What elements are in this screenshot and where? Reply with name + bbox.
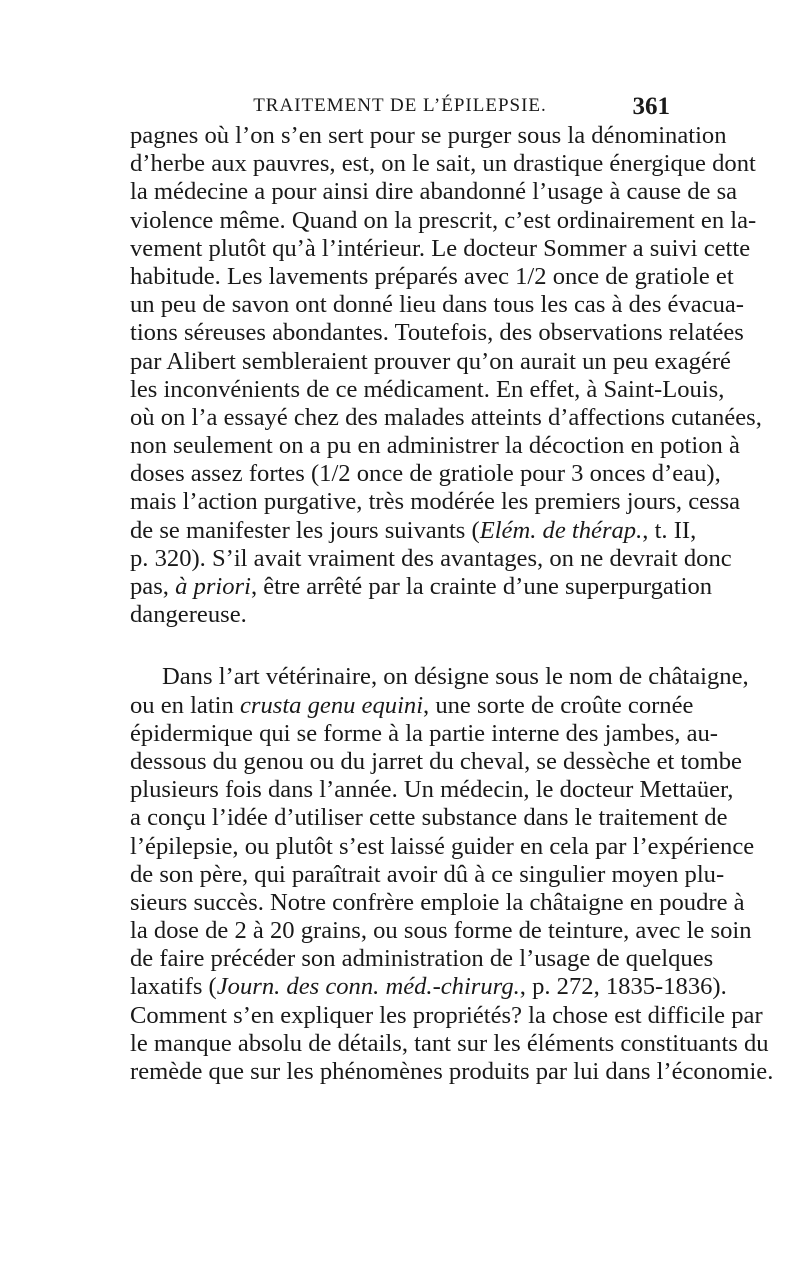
text-line xyxy=(130,860,725,889)
text-run: épidermique qui se forme à la partie interne des jambes, au- xyxy=(130,719,718,747)
text-run: l’épilepsie, ou plutôt s’est laissé guider en cela par l’expérience xyxy=(130,832,755,860)
text-run: habitude. Les lavements préparés avec 1/2 once de gratiole et xyxy=(130,262,734,290)
text-run: violence même. Quand on la prescrit, c’est ordinairement en la- xyxy=(130,206,757,234)
text-line xyxy=(130,1001,763,1030)
text-line xyxy=(130,516,697,545)
italic-citation: Elém. de thérap. xyxy=(479,516,643,544)
text-run: pagnes où l’on s’en sert pour se purger sous la dénomination xyxy=(130,122,727,149)
text-line xyxy=(130,1058,774,1086)
text-line xyxy=(130,888,745,917)
text-line xyxy=(130,973,727,1001)
text-line xyxy=(130,488,741,516)
text-run: dangereuse. xyxy=(130,601,247,629)
text-run: p. 320). S’il avait vraiment des avantages, on ne devrait donc xyxy=(130,544,732,572)
text-line xyxy=(130,319,744,347)
paragraph xyxy=(130,663,774,1086)
text-run: ou en latin xyxy=(130,691,240,719)
body-text xyxy=(130,122,774,1086)
text-run: laxatifs ( xyxy=(130,973,217,1001)
text-run: , t. II, xyxy=(642,516,697,544)
text-line xyxy=(130,804,728,832)
text-line xyxy=(130,122,727,150)
running-title: TRAITEMENT DE L’ÉPILEPSIE. xyxy=(253,95,547,116)
text-run: non seulement on a pu en administrer la décoction en potion à xyxy=(130,432,740,460)
text-run: d’herbe aux pauvres, est, on le sait, un drastique énergique dont xyxy=(130,150,756,178)
text-run: dessous du genou ou du jarret du cheval, se dessèche et tombe xyxy=(130,747,742,775)
text-run: mais l’action purgative, très modérée les premiers jours, cessa xyxy=(130,488,741,516)
text-line xyxy=(130,150,756,178)
text-run: remède que sur les phénomènes produits par lui dans l’économie. xyxy=(130,1058,774,1085)
text-run: vement plutôt qu’à l’intérieur. Le docteur Sommer a suivi cette xyxy=(130,234,751,262)
text-line xyxy=(130,403,762,432)
text-line xyxy=(130,178,738,206)
paragraph xyxy=(130,122,762,629)
text-run: où on l’a essayé chez des malades atteints d’affections cutanées, xyxy=(130,403,762,431)
text-line xyxy=(130,234,751,263)
text-run: les inconvénients de ce médicament. En effet, à Saint-Louis, xyxy=(130,375,725,403)
text-line xyxy=(130,375,725,404)
text-line xyxy=(130,776,734,804)
italic-citation: à priori xyxy=(175,573,251,600)
text-line xyxy=(130,347,731,376)
text-line xyxy=(130,1029,769,1058)
text-line xyxy=(130,917,752,945)
paragraph-gap xyxy=(130,629,670,663)
text-run: un peu de savon ont donné lieu dans tous les cas à des évacua- xyxy=(130,291,744,319)
text-line xyxy=(130,663,749,691)
text-line xyxy=(130,460,721,488)
text-run: pas, xyxy=(130,573,176,600)
text-line xyxy=(130,601,670,629)
text-run: plusieurs fois dans l’année. Un médecin, le docteur Mettaüer, xyxy=(130,776,734,804)
text-line xyxy=(130,262,734,291)
text-line xyxy=(130,432,740,460)
text-run: de son père, qui paraîtrait avoir dû à ce singulier moyen plu- xyxy=(130,860,725,888)
text-run: sieurs succès. Notre confrère emploie la châtaigne en poudre à xyxy=(130,888,745,916)
text-line xyxy=(130,832,755,861)
text-line xyxy=(130,573,713,601)
text-line xyxy=(130,945,714,973)
text-run: par Alibert sembleraient prouver qu’on aurait un peu exagéré xyxy=(130,347,731,375)
italic-citation: crusta genu equini xyxy=(239,691,424,719)
text-run: Comment s’en expliquer les propriétés? la chose est difficile par xyxy=(130,1001,763,1029)
text-run: tions séreuses abondantes. Toutefois, des observations relatées xyxy=(130,319,744,347)
text-line xyxy=(130,719,718,748)
text-run: , p. 272, 1835-1836). xyxy=(519,973,727,1001)
text-run: doses assez fortes (1/2 once de gratiole pour 3 onces d’eau), xyxy=(130,460,721,488)
text-line xyxy=(130,544,732,573)
text-run: , être arrêté par la crainte d’une superpurgation xyxy=(250,573,713,600)
italic-citation: Journ. des conn. méd.-chirurg. xyxy=(216,973,520,1001)
text-run: a conçu l’idée d’utiliser cette substance dans le traitement de xyxy=(130,804,728,832)
text-line xyxy=(130,291,744,319)
text-line xyxy=(130,747,742,776)
text-run: de faire précéder son administration de l’usage de quelques xyxy=(130,945,714,973)
text-run: Dans l’art vétérinaire, on désigne sous le nom de châtaigne, xyxy=(162,663,749,691)
text-run: de se manifester les jours suivants ( xyxy=(130,516,480,544)
text-line xyxy=(130,206,757,235)
text-run: la médecine a pour ainsi dire abandonné l’usage à cause de sa xyxy=(130,178,738,206)
page-header xyxy=(130,93,670,123)
text-run: , une sorte de croûte cornée xyxy=(423,691,694,719)
page-number: 361 xyxy=(632,93,670,120)
text-line xyxy=(130,691,694,720)
text-run: le manque absolu de détails, tant sur les éléments constituants du xyxy=(130,1029,769,1057)
text-run: la dose de 2 à 20 grains, ou sous forme de teinture, avec le soin xyxy=(130,917,752,945)
